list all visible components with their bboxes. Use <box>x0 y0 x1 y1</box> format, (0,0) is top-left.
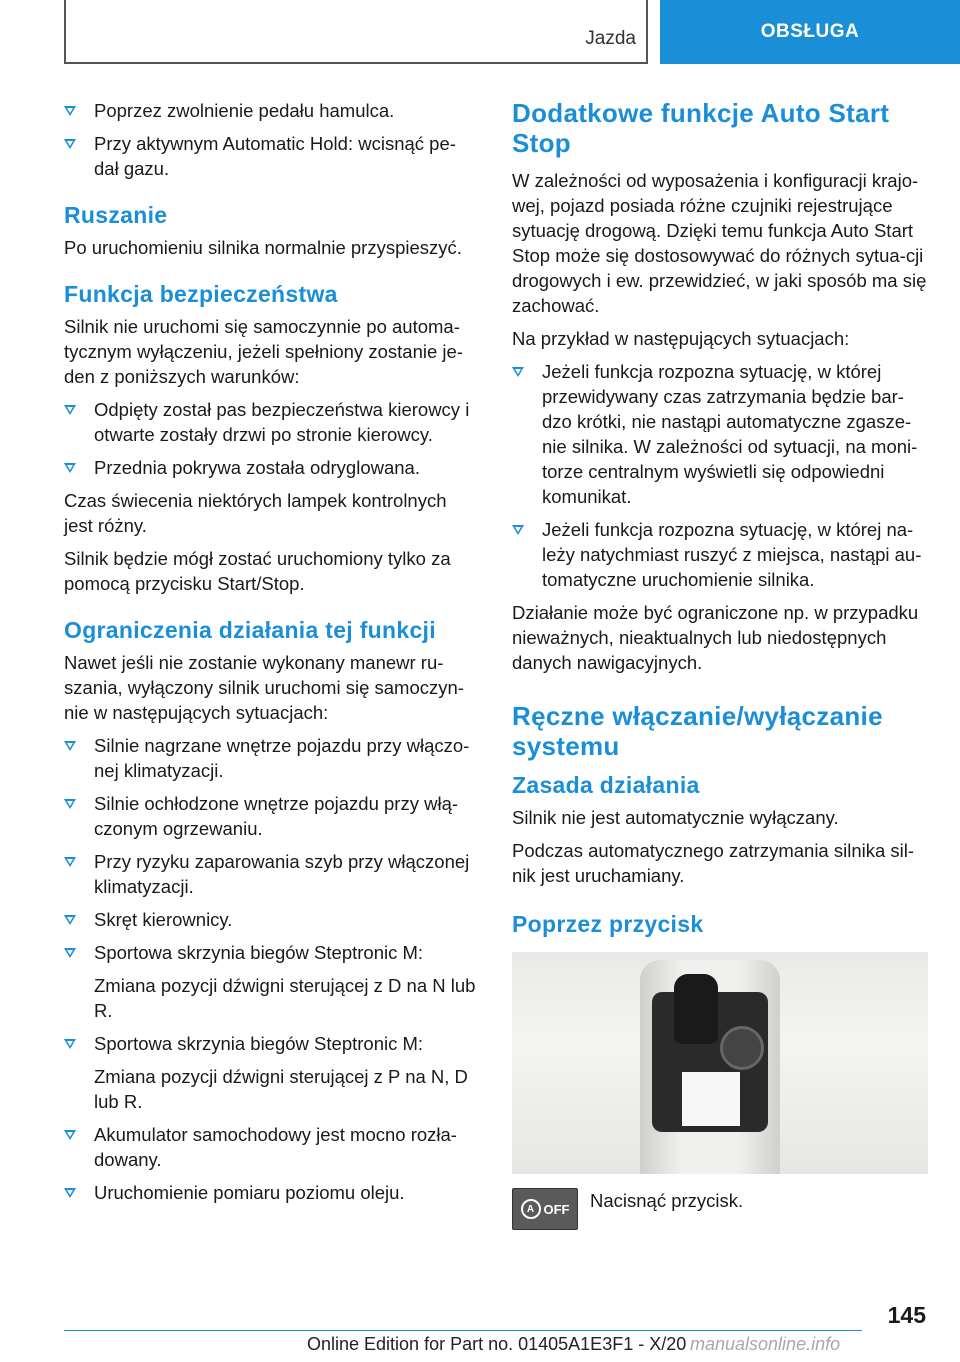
list-item: Skręt kierownicy. <box>64 907 478 932</box>
paragraph: Nawet jeśli nie zostanie wykonany manewr ru-szania, wyłączony silnik uruchomi się samoczyn-nie w następujących sytuacjach: <box>64 652 464 723</box>
list-item: Sportowa skrzynia biegów Steptronic M: <box>64 940 478 965</box>
triangle-bullet-icon <box>64 463 76 473</box>
paragraph: W zależności od wyposażenia i konfiguracji krajo-wej, pojazd posiada różne czujniki rejestrujące sytuację drogową. Dzięki temu funkcja Auto Start Stop może się dostosowywać do różnych sytua-cji drogowych i ew. przewidzieć, w jaki sposób ma się zachować. <box>512 170 927 316</box>
page-number: 145 <box>887 1302 926 1328</box>
triangle-bullet-icon <box>64 741 76 751</box>
right-column <box>512 98 930 1230</box>
footer-edition: Online Edition for Part no. 01405A1E3F1 - X/20 <box>307 1334 687 1354</box>
instruction-text: Nacisnąć przycisk. <box>590 1190 744 1211</box>
list-item: Akumulator samochodowy jest mocno rozła-dowany. <box>64 1122 478 1172</box>
list-item-subtext: Zmiana pozycji dźwigni sterującej z D na N lub R. <box>94 975 476 1021</box>
list-item: Jeżeli funkcja rozpozna sytuację, w której przewidywany czas zatrzymania będzie bar-dzo krótki, nie nastąpi automatyczne zgasze-nie silnika. W zależności od sytuacji, na moni-torze centralnym wyświetli się odpowiedni komunikat. <box>512 359 930 509</box>
list-item: Poprzez zwolnienie pedału hamulca. <box>64 98 478 123</box>
triangle-bullet-icon <box>64 1039 76 1049</box>
watermark: manualsonline.info <box>690 1334 841 1354</box>
list-item: Jeżeli funkcja rozpozna sytuację, w której na-leży natychmiast ruszyć z miejsca, nastąpi au-tomatyczne uruchomienie silnika. <box>512 517 930 592</box>
section-heading-safety: Funkcja bezpieczeństwa <box>64 281 338 307</box>
paragraph: Po uruchomieniu silnika normalnie przyspieszyć. <box>64 237 462 258</box>
triangle-bullet-icon <box>64 799 76 809</box>
section-heading-ruszanie: Ruszanie <box>64 202 168 228</box>
header-section-title: Jazda <box>585 28 636 49</box>
list-item: Przy aktywnym Automatic Hold: wcisnąć pe-dał gazu. <box>64 131 478 181</box>
list-item-subtext: Zmiana pozycji dźwigni sterującej z P na N, D lub R. <box>94 1066 468 1112</box>
list-item: Silnie ochłodzone wnętrze pojazdu przy włą-czonym ogrzewaniu. <box>64 791 478 841</box>
subheading-principle: Zasada działania <box>512 772 700 798</box>
section-heading-extra-functions: Dodatkowe funkcje Auto Start Stop <box>512 98 890 158</box>
triangle-bullet-icon <box>64 1188 76 1198</box>
paragraph: Czas świecenia niektórych lampek kontrolnych jest różny. <box>64 490 447 536</box>
header-tab-obsluga[interactable]: OBSŁUGA <box>660 0 960 64</box>
triangle-bullet-icon <box>64 915 76 925</box>
triangle-bullet-icon <box>64 857 76 867</box>
list-item: Przy ryzyku zaparowania szyb przy włączonej klimatyzacji. <box>64 849 478 899</box>
auto-start-stop-off-icon: A OFF <box>512 1188 578 1230</box>
instruction-row <box>512 1188 930 1230</box>
center-console-photo <box>512 952 928 1174</box>
header-frame <box>64 0 648 64</box>
section-heading-manual: Ręczne włączanie/wyłączanie systemu <box>512 701 883 761</box>
paragraph: Silnik nie jest automatycznie wyłączany. <box>512 807 839 828</box>
paragraph: Działanie może być ograniczone np. w przypadku nieważnych, nieaktualnych lub niedostępnych danych nawigacyjnych. <box>512 602 919 673</box>
paragraph: Silnik nie uruchomi się samoczynnie po automa-tycznym wyłączeniu, jeżeli spełniony zostanie je-den z poniższych warunków: <box>64 316 463 387</box>
list-item: Silnie nagrzane wnętrze pojazdu przy włączo-nej klimatyzacji. <box>64 733 478 783</box>
list-item: Uruchomienie pomiaru poziomu oleju. <box>64 1180 478 1205</box>
triangle-bullet-icon <box>64 106 76 116</box>
paragraph: Na przykład w następujących sytuacjach: <box>512 328 850 349</box>
paragraph: Podczas automatycznego zatrzymania silnika sil-nik jest uruchamiany. <box>512 840 915 886</box>
subheading-button: Poprzez przycisk <box>512 911 704 937</box>
footer-divider <box>64 1330 862 1331</box>
left-column <box>64 98 478 1213</box>
triangle-bullet-icon <box>512 525 524 535</box>
triangle-bullet-icon <box>64 405 76 415</box>
triangle-bullet-icon <box>64 948 76 958</box>
list-item: Sportowa skrzynia biegów Steptronic M: <box>64 1031 478 1056</box>
triangle-bullet-icon <box>512 367 524 377</box>
triangle-bullet-icon <box>64 139 76 149</box>
triangle-bullet-icon <box>64 1130 76 1140</box>
list-item: Odpięty został pas bezpieczeństwa kierowcy i otwarte zostały drzwi po stronie kierowcy. <box>64 397 478 447</box>
idrive-controller <box>720 1026 764 1070</box>
paragraph: Silnik będzie mógł zostać uruchomiony tylko za pomocą przycisku Start/Stop. <box>64 548 451 594</box>
section-heading-limits: Ograniczenia działania tej funkcji <box>64 617 436 643</box>
gear-selector <box>674 974 718 1044</box>
list-item: Przednia pokrywa została odryglowana. <box>64 455 478 480</box>
